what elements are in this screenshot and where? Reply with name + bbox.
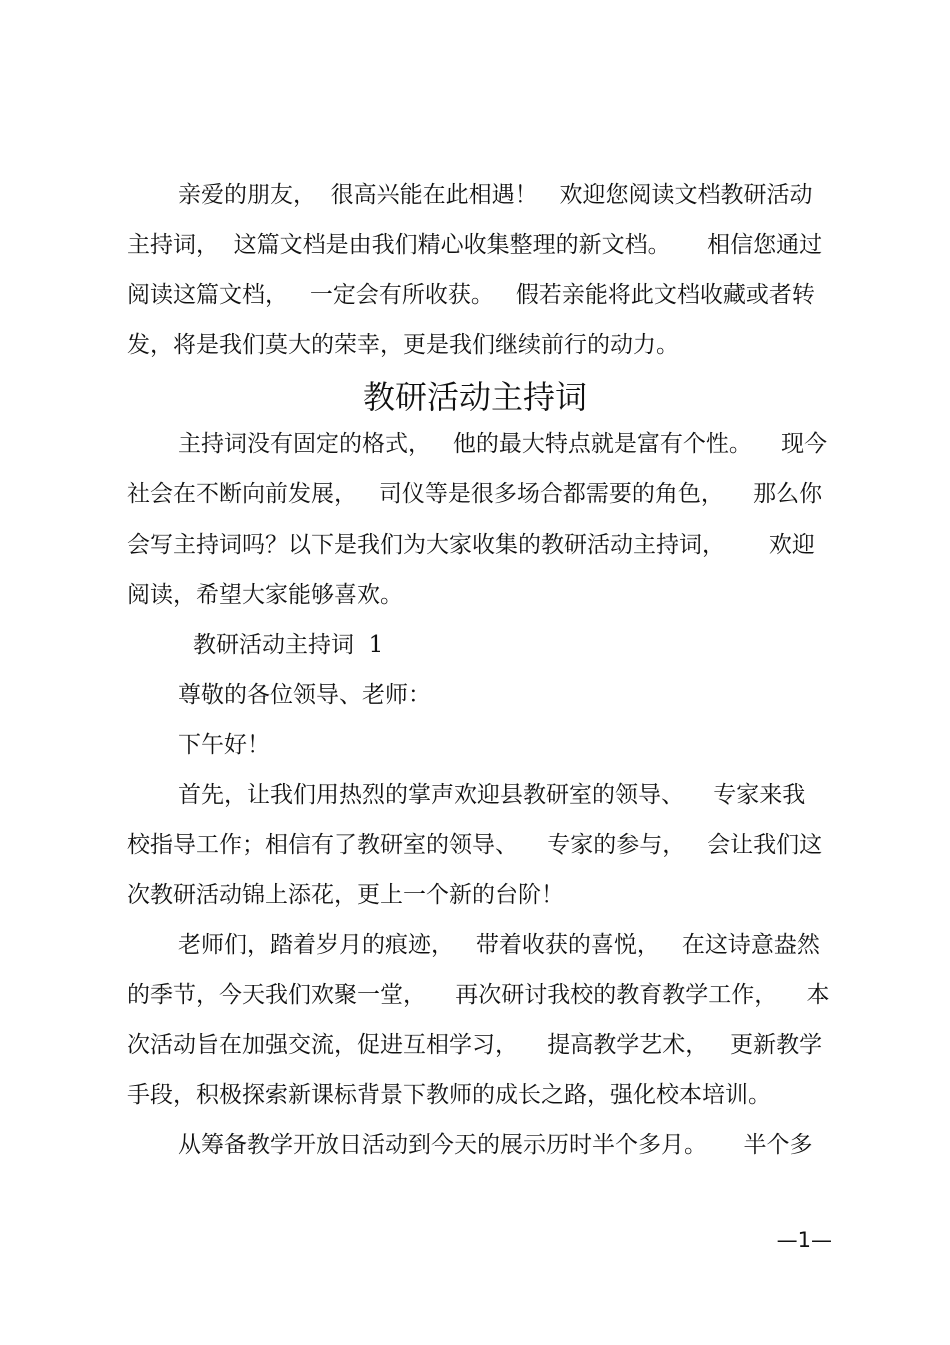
body-line: 阅读，希望大家能够喜欢。 [127, 582, 403, 608]
body-line: 手段，积极探索新课标背景下教师的成长之路，强化校本培训。 [127, 1082, 771, 1108]
body-line: 从筹备教学开放日活动到今天的展示历时半个多月。 半个多 [178, 1132, 813, 1158]
body-line: 会写主持词吗？以下是我们为大家收集的教研活动主持词， 欢迎 [127, 532, 815, 558]
body-line: 主持词没有固定的格式， 他的最大特点就是富有个性。 现今 [178, 431, 828, 457]
section-heading: 教研活动主持词 1 [193, 632, 384, 658]
body-line: 的季节，今天我们欢聚一堂， 再次研讨我校的教育教学工作， 本 [127, 982, 830, 1008]
intro-line: 发，将是我们莫大的荣幸，更是我们继续前行的动力。 [127, 332, 679, 358]
body-line: 老师们，踏着岁月的痕迹， 带着收获的喜悦， 在这诗意盎然 [178, 932, 820, 958]
salutation: 尊敬的各位领导、老师： [178, 682, 431, 708]
body-line: 次活动旨在加强交流，促进互相学习， 提高教学艺术， 更新教学 [127, 1032, 823, 1058]
intro-line: 亲爱的朋友， 很高兴能在此相遇！ 欢迎您阅读文档教研活动 [178, 182, 813, 208]
intro-line: 主持词， 这篇文档是由我们精心收集整理的新文档。 相信您通过 [127, 232, 823, 258]
body-line: 校指导工作；相信有了教研室的领导、 专家的参与， 会让我们这 [127, 832, 823, 858]
intro-line: 阅读这篇文档， 一定会有所收获。 假若亲能将此文档收藏或者转 [127, 282, 815, 308]
document-title: 教研活动主持词 [362, 378, 587, 416]
greeting: 下午好！ [178, 732, 270, 758]
body-line: 社会在不断向前发展， 司仪等是很多场合都需要的角色， 那么你 [127, 481, 823, 507]
body-line: 次教研活动锦上添花，更上一个新的台阶！ [127, 882, 564, 908]
body-line: 首先，让我们用热烈的掌声欢迎县教研室的领导、 专家来我 [178, 782, 806, 808]
page-number: —1— [776, 1228, 832, 1252]
